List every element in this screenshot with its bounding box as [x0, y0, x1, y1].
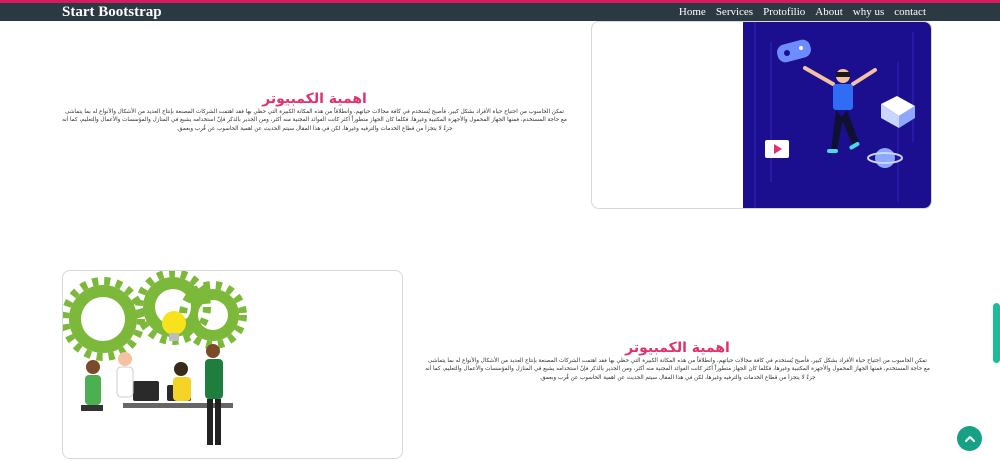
- section-1-image-card: [591, 21, 932, 209]
- chevron-up-icon: [964, 433, 976, 445]
- nav-contact[interactable]: contact: [894, 6, 926, 18]
- scrollbar-thumb[interactable]: [993, 303, 1000, 363]
- teamwork-gears-illustration: [63, 271, 403, 459]
- nav-about[interactable]: About: [815, 6, 843, 18]
- vr-person-figure: [805, 68, 875, 153]
- nav-services[interactable]: Services: [715, 6, 754, 18]
- nav-menu: [679, 3, 926, 21]
- nav-home[interactable]: Home: [678, 6, 706, 18]
- laptop-icon: [133, 381, 159, 401]
- brand-logo[interactable]: Start Bootstrap: [62, 4, 162, 20]
- section-2-text: [425, 339, 930, 382]
- section-2-title: اهمية الكمبيوتر: [625, 340, 730, 356]
- vr-person-illustration: [743, 22, 931, 209]
- section-1-body: تمكن الحاسوب من اجتياح حياة الأفراد بشكل كبير، فأصبح يُستخدم في كافة مجالات حياتهم، وانطلاقاً من هذه المكانة الكبيرة التي حظي بها فقد اهتمت الشركات المصنعة بإنتاج العديد من الأشكال والأنواع له بما يتماشى مع حاجة المستخدم، فمنها الجهاز المحمول والأجهزة المكتبية وغيرها، فكلما كان الجهاز متطوراً أكثر كانت الفوائد المجنية منه أكثر، ومن الجدير بالذكر فإنّ استخدامه يشيع في المنازل والمؤسسات والأعمال والتعليم، كما أنه جزءٌ لا يتجزأ من قطاع الخدمات والترفيه وغيرها، لكن في هذا المقال سيتم الحديث عن اهمية الحاسوب عن قُرب وبعمق.: [62, 109, 567, 132]
- navbar: [0, 3, 1000, 21]
- video-play-icon: [765, 140, 789, 158]
- section-2-image-card: [62, 270, 403, 459]
- game-controller-icon: [775, 38, 813, 64]
- planet-icon: [868, 148, 902, 168]
- section-1-text: [62, 90, 567, 133]
- section-2-body: تمكن الحاسوب من اجتياح حياة الأفراد بشكل كبير، فأصبح يُستخدم في كافة مجالات حياتهم، وانطلاقاً من هذه المكانة الكبيرة التي حظي بها فقد اهتمت الشركات المصنعة بإنتاج العديد من الأشكال والأنواع له بما يتماشى مع حاجة المستخدم، فمنها الجهاز المحمول والأجهزة المكتبية وغيرها، فكلما كان الجهاز متطوراً أكثر كانت الفوائد المجنية منه أكثر، ومن الجدير بالذكر فإنّ استخدامه يشيع في المنازل والمؤسسات والأعمال والتعليم، كما أنه جزءٌ لا يتجزأ من قطاع الخدمات والترفيه وغيرها، لكن في هذا المقال سيتم الحديث عن اهمية الحاسوب عن قُرب وبعمق.: [425, 358, 930, 381]
- nav-why-us[interactable]: why us: [852, 6, 885, 18]
- nav-portfolio[interactable]: Protofilio: [763, 6, 806, 18]
- scroll-top-button[interactable]: [957, 426, 982, 451]
- section-1-title: اهمية الكمبيوتر: [262, 91, 367, 107]
- book-icon: [881, 96, 915, 128]
